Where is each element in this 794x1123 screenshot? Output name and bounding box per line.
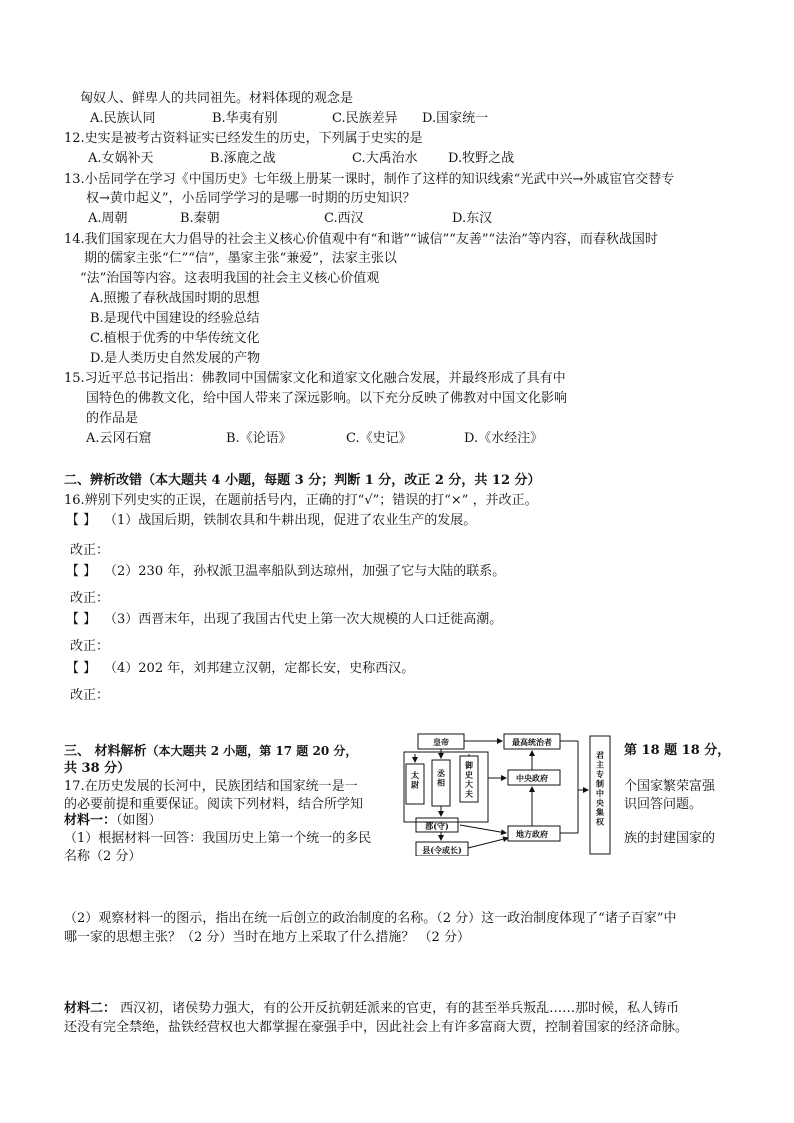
q12-stem: 12.史实是被考古资料证实已经发生的历史，下列属于史实的是 xyxy=(64,131,423,146)
q14-stem-line3: “法”治国等内容。这表明我国的社会主义核心价值观 xyxy=(80,271,380,286)
q14-option-d[interactable]: D.是人类历史自然发展的产物 xyxy=(90,351,261,366)
section3-heading-note: 第 18 题 18 分， xyxy=(624,743,731,758)
jun-label: 郡(守) xyxy=(425,821,449,831)
autocracy-centralization-label: 君主专制中央集权 xyxy=(596,750,604,827)
q17-sub1-line1: （1）根据材料一回答：我国历史上第一个统一的多民 xyxy=(64,831,372,846)
q16-item-2: 【 】 （2）230 年，孙权派卫温率船队到达琼州，加强了它与大陆的联系。 xyxy=(66,564,506,579)
q15-stem-line1: 15.习近平总书记指出：佛教同中国儒家文化和道家文化融合发展，并最终形成了具有中 xyxy=(64,371,566,386)
answer-bracket[interactable]: 【 】 xyxy=(66,564,97,579)
local-government-label: 地方政府 xyxy=(516,829,548,839)
q16-correction-4[interactable]: 改正： xyxy=(70,688,110,703)
q17-sub2-line2: 哪一家的思想主张？（2 分）当时在地方上采取了什么措施？ （2 分） xyxy=(64,930,470,945)
q15-option-d[interactable]: D.《水经注》 xyxy=(464,431,544,446)
emperor-label: 皇帝 xyxy=(433,737,449,747)
chengxiang-label: 丞相 xyxy=(437,768,445,788)
q15-option-c[interactable]: C.《史记》 xyxy=(346,431,412,446)
q11-option-b[interactable]: B.华夷有别 xyxy=(212,111,278,126)
q16-correction-1[interactable]: 改正： xyxy=(70,543,110,558)
section2-heading: 二、辨析改错（本大题共 4 小题，每题 3 分；判断 1 分，改正 2 分，共 12 分） xyxy=(64,473,541,488)
material1-label: 材料一：（如图） xyxy=(64,813,162,828)
answer-bracket[interactable]: 【 】 xyxy=(66,661,97,676)
q17-stem-line1-right: 个国家繁荣富强 xyxy=(624,779,716,794)
q13-option-b[interactable]: B.秦朝 xyxy=(180,211,220,226)
q17-sub1-line2: 名称（2 分） xyxy=(64,849,142,864)
q15-option-b[interactable]: B.《论语》 xyxy=(226,431,292,446)
q12-option-c[interactable]: C.大禹治水 xyxy=(352,151,418,166)
q17-sub1-line1-right: 族的封建国家的 xyxy=(624,831,716,846)
political-system-diagram xyxy=(402,730,618,856)
q16-item-3: 【 】 （3）西晋末年，出现了我国古代史上第一次大规模的人口迁徙高潮。 xyxy=(66,612,503,627)
supreme-ruler-label: 最高统治者 xyxy=(512,737,552,747)
q16-item-1: 【 】 （1）战国后期，铁制农具和牛耕出现，促进了农业生产的发展。 xyxy=(66,513,477,528)
q13-stem-line2: 权→黄巾起义”，小岳同学学习的是哪一时期的历史知识？ xyxy=(86,191,416,206)
q13-option-d[interactable]: D.东汉 xyxy=(452,211,493,226)
q12-option-b[interactable]: B.涿鹿之战 xyxy=(210,151,276,166)
q14-option-b[interactable]: B.是现代中国建设的经验总结 xyxy=(90,311,260,326)
material2-line1: 材料二： 西汉初，诸侯势力强大，有的公开反抗朝廷派来的官吏，有的甚至举兵叛乱……那时候，私人铸币 xyxy=(64,1001,680,1016)
q17-stem-line2: 的必要前提和重要保证。阅读下列材料，结合所学知 xyxy=(64,797,364,812)
q17-stem-line2-right: 识回答问题。 xyxy=(624,797,703,812)
q13-stem-line1: 13.小岳同学在学习《中国历史》七年级上册某一课时，制作了这样的知识线索“光武中兴→外戚宦官交替专 xyxy=(64,172,675,187)
q16-correction-3[interactable]: 改正： xyxy=(70,639,110,654)
q12-option-d[interactable]: D.牧野之战 xyxy=(448,151,515,166)
answer-bracket[interactable]: 【 】 xyxy=(66,612,97,627)
q16-correction-2[interactable]: 改正： xyxy=(70,591,110,606)
q14-stem-line1: 14.我们国家现在大力倡导的社会主义核心价值观中有“和谐”“诚信”“友善”“法治”等内容，而春秋战国时 xyxy=(64,232,658,247)
q14-option-a[interactable]: A.照搬了春秋战国时期的思想 xyxy=(90,291,260,306)
yushi-label: 御史大夫 xyxy=(465,760,473,799)
taiwei-label: 太尉 xyxy=(411,770,419,790)
q17-sub2-line1: （2）观察材料一的图示，指出在统一后创立的政治制度的名称。（2 分）这一政治制度体现了“诸子百家”中 xyxy=(64,911,677,926)
q13-options xyxy=(88,210,492,228)
q17-stem-line1: 17.在历史发展的长河中，民族团结和国家统一是一 xyxy=(64,779,358,794)
q15-option-a[interactable]: A.云冈石窟 xyxy=(86,431,152,446)
q11-option-a[interactable]: A.民族认同 xyxy=(90,111,156,126)
answer-bracket[interactable]: 【 】 xyxy=(66,513,97,528)
q14-option-c[interactable]: C.植根于优秀的中华传统文化 xyxy=(90,331,260,346)
q12-options xyxy=(88,150,514,168)
q16-item-4: 【 】 （4）202 年，刘邦建立汉朝，定都长安，史称西汉。 xyxy=(66,661,415,676)
q11-options xyxy=(90,110,488,128)
central-government-label: 中央政府 xyxy=(516,773,548,783)
q12-option-a[interactable]: A.女娲补天 xyxy=(88,151,154,166)
q11-option-d[interactable]: D.国家统一 xyxy=(422,111,489,126)
q13-option-a[interactable]: A.周朝 xyxy=(88,211,128,226)
q13-option-c[interactable]: C.西汉 xyxy=(324,211,364,226)
q15-stem-line2: 国特色的佛教文化，给中国人带来了深远影响。以下充分反映了佛教对中国文化影响 xyxy=(86,391,568,406)
section3-heading: 三、 材料解析（本大题共 2 小题，第 17 题 20 分， xyxy=(64,744,358,759)
q11-tail: 匈奴人、鲜卑人的共同祖先。材料体现的观念是 xyxy=(80,91,354,106)
section3-heading-line2: 共 38 分） xyxy=(64,761,131,776)
q15-stem-line3: 的作品是 xyxy=(86,411,139,426)
q15-options xyxy=(86,430,543,448)
xian-label: 县(令或长) xyxy=(422,845,462,855)
q11-option-c[interactable]: C.民族差异 xyxy=(332,111,398,126)
material2-line2: 还没有完全禁绝，盐铁经营权也大都掌握在豪强手中，因此社会上有许多富商大贾，控制着国家的经济命脉。 xyxy=(64,1020,689,1035)
q14-stem-line2: 期的儒家主张“仁”“信”，墨家主张“兼爱”，法家主张以 xyxy=(84,251,397,266)
q16-stem: 16.辨别下列史实的正误，在题前括号内，正确的打“√”；错误的打“×” ，并改正。 xyxy=(64,493,538,508)
